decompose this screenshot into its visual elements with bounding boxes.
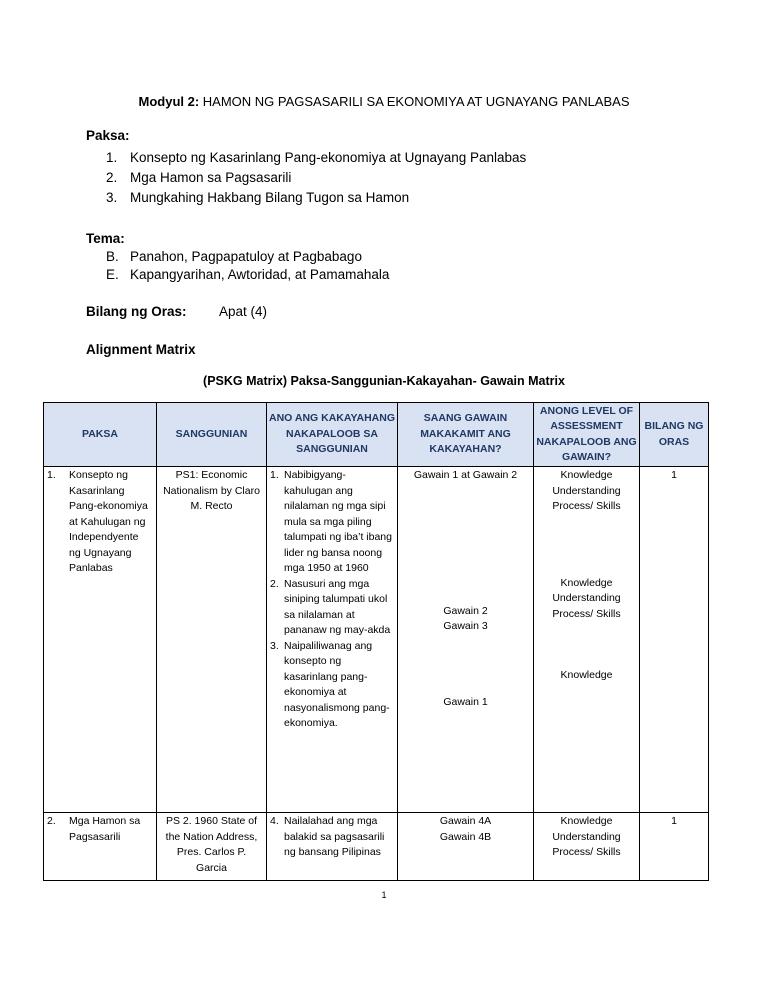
- table-row: [44, 813, 709, 881]
- cell-assessment: Knowledge Understanding Process/ Skills Knowledge Understanding Process/ Skills Knowledge: [534, 467, 640, 813]
- table-row: [44, 467, 709, 813]
- cell-oras: 1: [640, 467, 709, 813]
- cell-sanggunian: PS1: Economic Nationalism by Claro M. Recto: [157, 467, 267, 813]
- tema-label: Tema:: [86, 231, 125, 246]
- module-label: Modyul 2:: [138, 94, 200, 109]
- kakayahan-item: 3. Naipaliliwanag ang konsepto ng kasarinlang pang-ekonomiya at nasyonalismong pang-ekonomiya.: [270, 639, 390, 729]
- header-oras: BILANG NG ORAS: [640, 403, 709, 467]
- kakayahan-item: 4. Nailalahad ang mga balakid sa pagsasarili ng bansang Pilipinas: [270, 815, 385, 858]
- matrix-title: (PSKG Matrix) Paksa-Sanggunian-Kakayahan- Gawain Matrix: [203, 374, 565, 388]
- paksa-item: 1. Konsepto ng Kasarinlang Pang-ekonomiya at Ugnayang Panlabas: [106, 150, 527, 165]
- cell-kakayahan: [267, 467, 398, 813]
- cell-gawain: Gawain 4A Gawain 4B: [398, 813, 534, 881]
- cell-paksa: 2. Mga Hamon sa Pagsasarili: [44, 813, 157, 881]
- oras-label: Bilang ng Oras:: [86, 304, 187, 319]
- cell-oras: 1: [640, 813, 709, 881]
- alignment-matrix-table: [43, 402, 709, 881]
- paksa-label: Paksa:: [86, 128, 130, 143]
- header-gawain: SAANG GAWAIN MAKAKAMIT ANG KAKAYAHAN?: [398, 403, 534, 467]
- alignment-matrix-label: Alignment Matrix: [86, 342, 196, 357]
- cell-kakayahan: [267, 813, 398, 881]
- kakayahan-item: 2. Nasusuri ang mga siniping talumpati ukol sa nilalaman at pananaw ng may-akda: [270, 577, 391, 636]
- header-sanggunian: SANGGUNIAN: [157, 403, 267, 467]
- kakayahan-item: 1. Nabibigyang-kahulugan ang nilalaman ng mga sipi mula sa mga piling talumpati ng iba’t ibang lider ng bansa noong mga 1950 at 1960: [270, 469, 392, 574]
- module-title: [0, 94, 768, 109]
- cell-assessment: Knowledge Understanding Process/ Skills: [534, 813, 640, 881]
- tema-item: B. Panahon, Pagpapatuloy at Pagbabago: [106, 249, 362, 264]
- oras-value: Apat (4): [219, 304, 268, 319]
- paksa-item: 3. Mungkahing Hakbang Bilang Tugon sa Hamon: [106, 190, 410, 205]
- header-kakayahan: ANO ANG KAKAYAHANG NAKAPALOOB SA SANGGUNIAN: [267, 403, 398, 467]
- module-title-text: HAMON NG PAGSASARILI SA EKONOMIYA AT UGNAYANG PANLABAS: [199, 94, 630, 109]
- cell-paksa: 1. Konsepto ng Kasarinlang Pang-ekonomiya at Kahulugan ng Independyente ng Ugnayang Panlabas: [44, 467, 157, 813]
- table-header-row: [44, 403, 709, 467]
- header-assessment: ANONG LEVEL OF ASSESSMENT NAKAPALOOB ANG GAWAIN?: [534, 403, 640, 467]
- header-paksa: PAKSA: [44, 403, 157, 467]
- tema-item: E. Kapangyarihan, Awtoridad, at Pamamahala: [106, 267, 390, 282]
- cell-sanggunian: PS 2. 1960 State of the Nation Address, Pres. Carlos P. Garcia: [157, 813, 267, 881]
- page-number: 1: [381, 890, 387, 900]
- cell-gawain: Gawain 1 at Gawain 2 Gawain 2 Gawain 3 Gawain 1: [398, 467, 534, 813]
- paksa-item: 2. Mga Hamon sa Pagsasarili: [106, 170, 292, 185]
